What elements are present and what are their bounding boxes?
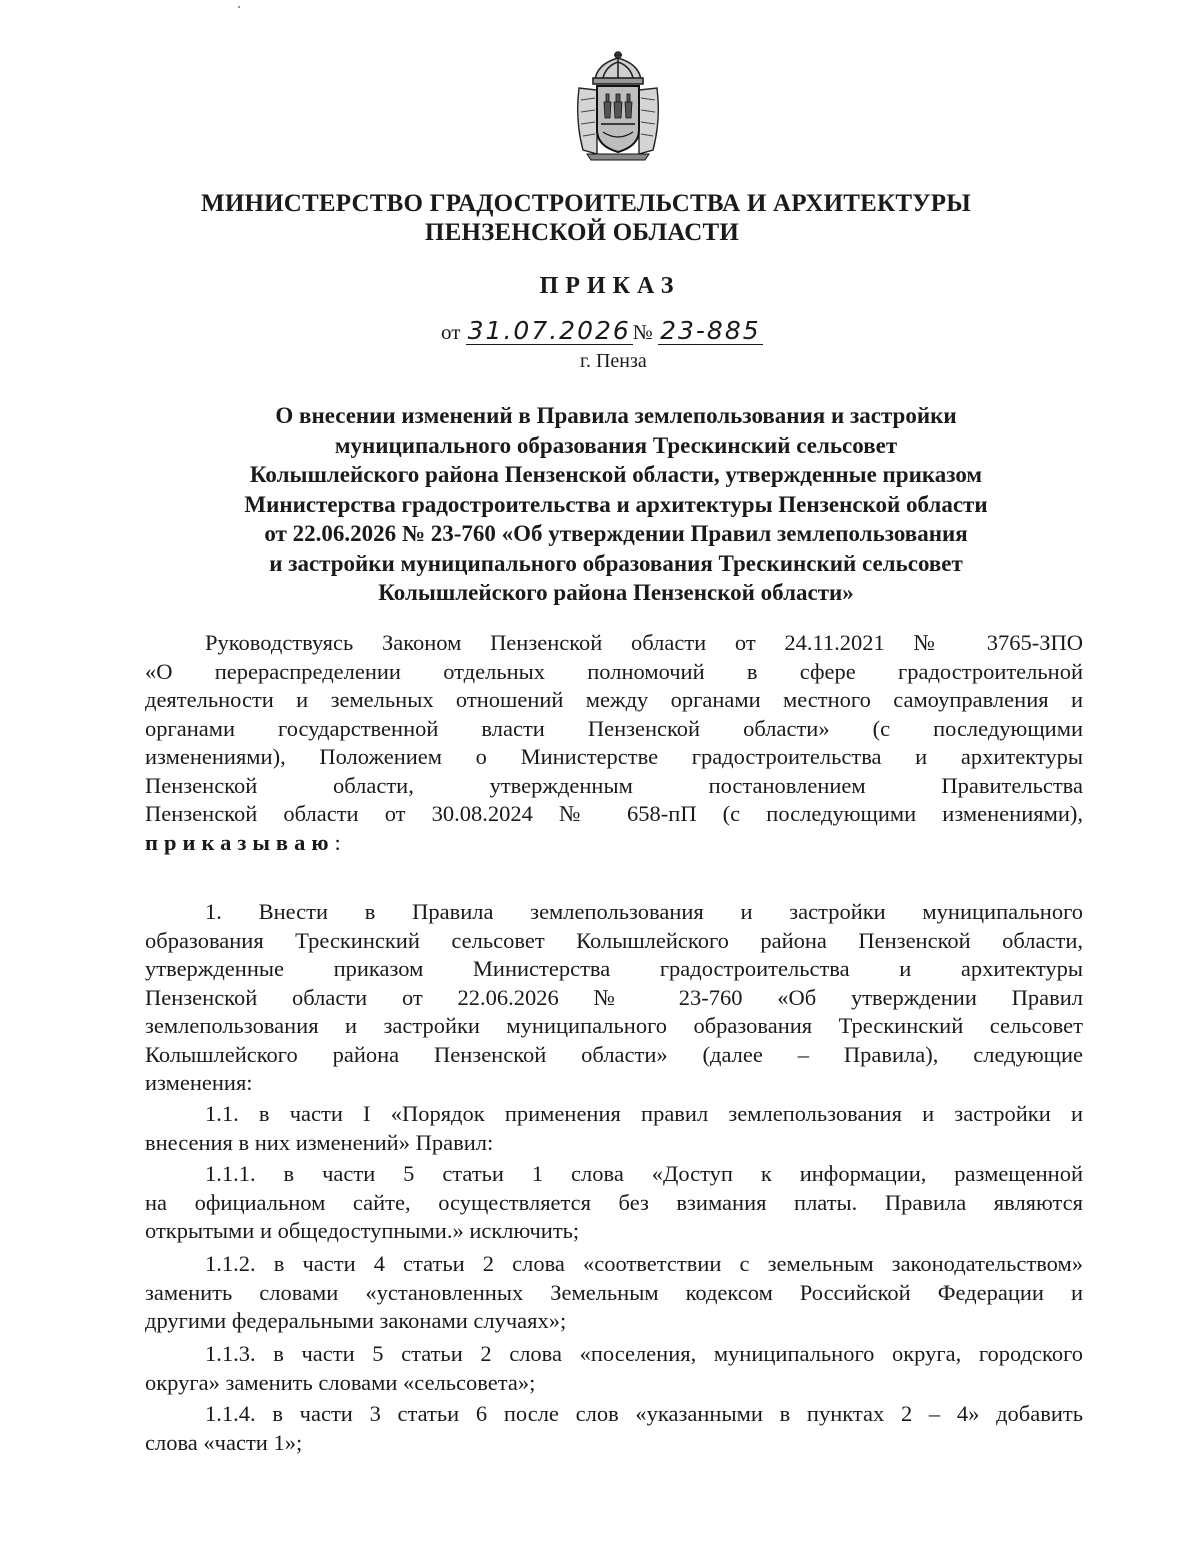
item-1-1-paragraph [145,1100,1083,1157]
penza-region-coat-of-arms-icon [573,50,663,162]
number-label: № [632,320,653,344]
preamble-line: органами государственной власти Пензенской области» (с последующими [145,715,1083,741]
item-1-1-1-line: на официальном сайте, осуществляется без взимания платы. Правила являются [145,1189,1083,1215]
order-number-handwritten: 23-885 [660,316,761,345]
item-1-line: изменения: [145,1070,253,1095]
ministry-name-line-1: МИНИСТЕРСТВО ГРАДОСТРОИТЕЛЬСТВА И АРХИТЕКТУРЫ [201,190,971,217]
subject-line: и застройки муниципального образования Трескинский сельсовет [269,550,963,576]
preamble-line: Пензенской области от 30.08.2024 № 658-пП (с последующими изменениями), [145,801,1083,826]
item-1-line: Колышлейского района Пензенской области» (далее – Правила), следующие [145,1041,1083,1067]
preamble-line: «О перераспределении отдельных полномочий в сфере градостроительной [145,658,1083,684]
subject-line: О внесении изменений в Правила землепользования и застройки [275,403,957,428]
from-label: от [441,320,461,344]
order-title: ПРИКАЗ [539,273,681,299]
item-1-1-3-paragraph [145,1340,1083,1397]
item-1-1-1-line: открытыми и общедоступными.» исключить; [145,1218,580,1243]
item-1-1-2-line: заменить словами «установленных Земельным кодексом Российской Федерации и [145,1279,1083,1305]
item-1-line: утвержденные приказом Министерства градостроительства и архитектуры [145,956,1083,981]
city-name: г. Пенза [580,350,647,372]
item-1-1-line: внесения в них изменений» Правил: [145,1129,494,1155]
item-1-line: образования Трескинский сельсовет Колышлейского района Пензенской области, [145,927,1083,953]
preamble-line: деятельности и земельных отношений между органами местного самоуправления и [145,687,1083,712]
item-1-1-4-paragraph [145,1400,1083,1457]
item-1-1-2-line: другими федеральными законами случаях»; [145,1308,567,1333]
order-subject [0,401,1200,608]
item-1-line: землепользования и застройки муниципального образования Трескинский сельсовет [145,1013,1083,1038]
item-1-1-3-line: округа» заменить словами «сельсовета»; [145,1369,536,1395]
ministry-name-line-2: ПЕНЗЕНСКОЙ ОБЛАСТИ [424,219,740,246]
subject-line: Министерства градостроительства и архитектуры Пензенской области [244,491,988,517]
preamble-line: изменениями), Положением о Министерстве градостроительства и архитектуры [145,744,1083,769]
subject-line: Колышлейского района Пензенской области» [378,580,854,605]
preamble-order-line [145,829,1083,858]
preamble-line: Пензенской области, утвержденным постановлением Правительства [145,772,1083,798]
subject-line: Колышлейского района Пензенской области, утвержденные приказом [249,462,983,487]
order-date-number-line [441,318,763,345]
order-word: приказываю [145,829,335,855]
preamble-paragraph [145,629,1083,857]
item-1-1-4-line: слова «части 1»; [145,1429,303,1455]
item-1-line: Пензенской области от 22.06.2026 № 23-760 «Об утверждении Правил [145,984,1083,1010]
item-1-1-line: 1.1. в части I «Порядок применения правил землепользования и застройки и [205,1101,1083,1126]
subject-line: от 22.06.2026 № 23-760 «Об утверждении Правил землепользования [264,521,968,546]
item-1-1-2-paragraph [145,1250,1083,1336]
order-date-handwritten: 31.07.2026 [467,316,631,345]
order-word-tail: : [334,829,341,855]
subject-line: муниципального образования Трескинский сельсовет [334,432,898,458]
item-1-paragraph [145,898,1083,1098]
scan-speck [238,6,240,8]
item-1-1-4-line: 1.1.4. в части 3 статьи 6 после слов «указанными в пунктах 2 – 4» добавить [205,1401,1083,1426]
preamble-line: Руководствуясь Законом Пензенской области от 24.11.2021 № 3765-ЗПО [205,630,1083,655]
item-1-1-3-line: 1.1.3. в части 5 статьи 2 слова «поселения, муниципального округа, городского [205,1341,1083,1366]
item-1-1-1-line: 1.1.1. в части 5 статьи 1 слова «Доступ к информации, размещенной [205,1161,1083,1186]
item-1-line: 1. Внести в Правила землепользования и застройки муниципального [205,899,1083,924]
item-1-1-1-paragraph [145,1160,1083,1246]
item-1-1-2-line: 1.1.2. в части 4 статьи 2 слова «соответствии с земельным законодательством» [205,1251,1083,1276]
